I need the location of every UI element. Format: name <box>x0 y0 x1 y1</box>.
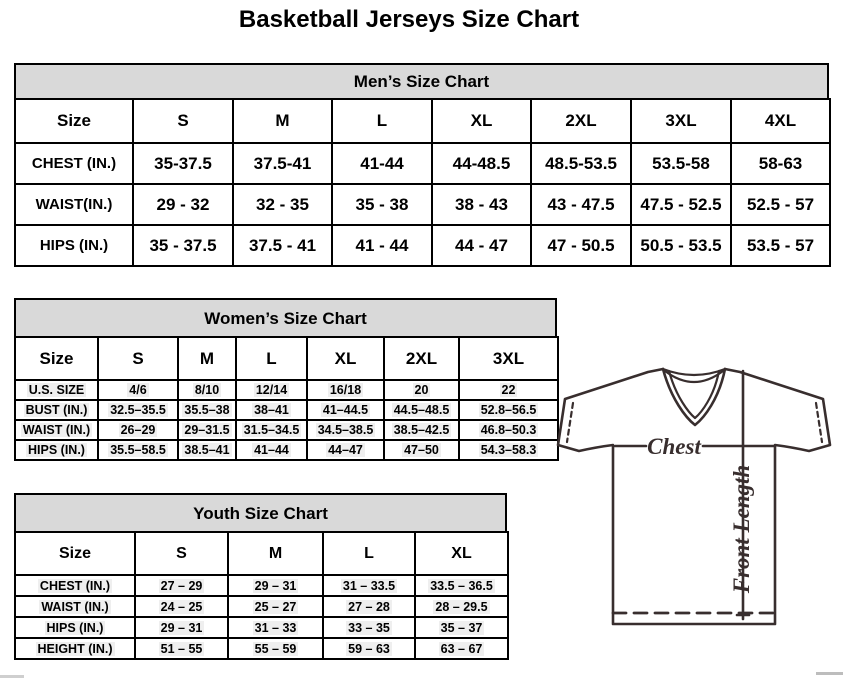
size-column-header-cell: XL <box>415 532 508 575</box>
size-value-cell: 27 – 28 <box>323 596 415 617</box>
youth-size-chart <box>14 493 507 660</box>
size-column-header-cell: S <box>98 337 178 380</box>
womens-size-table <box>14 336 559 461</box>
size-header-row <box>15 99 830 143</box>
size-value-cell: 35-37.5 <box>133 143 233 184</box>
measurement-row <box>15 617 508 638</box>
cropped-element-fragment-right <box>816 672 843 675</box>
collar-back-arc <box>663 369 725 375</box>
size-value-cell: 52.8–56.5 <box>459 400 558 420</box>
size-column-header-cell: M <box>233 99 332 143</box>
front-length-label: Front Length <box>729 464 754 594</box>
size-value-cell: 47 - 50.5 <box>531 225 631 266</box>
size-column-header-cell: L <box>323 532 415 575</box>
row-label-cell: CHEST (IN.) <box>15 143 133 184</box>
womens-size-chart <box>14 298 557 461</box>
size-value-cell: 4/6 <box>98 380 178 400</box>
size-column-header-cell: 3XL <box>631 99 731 143</box>
row-label-cell: CHEST (IN.) <box>15 575 135 596</box>
row-label-header-cell: Size <box>15 99 133 143</box>
size-column-header-cell: M <box>228 532 323 575</box>
size-value-cell: 26–29 <box>98 420 178 440</box>
size-value-cell: 44 - 47 <box>432 225 531 266</box>
size-value-cell: 58-63 <box>731 143 830 184</box>
chest-label: Chest <box>647 434 701 459</box>
size-value-cell: 59 – 63 <box>323 638 415 659</box>
size-header-row <box>15 337 558 380</box>
size-value-cell: 43 - 47.5 <box>531 184 631 225</box>
size-column-header-cell: XL <box>307 337 384 380</box>
measurement-row <box>15 638 508 659</box>
size-value-cell: 35 – 37 <box>415 617 508 638</box>
size-value-cell: 33.5 – 36.5 <box>415 575 508 596</box>
mens-size-table <box>14 98 831 267</box>
size-column-header-cell: S <box>133 99 233 143</box>
jersey-outline <box>558 369 830 624</box>
youth-size-table <box>14 531 509 660</box>
size-value-cell: 31.5–34.5 <box>236 420 307 440</box>
size-value-cell: 41-44 <box>332 143 432 184</box>
size-value-cell: 44-48.5 <box>432 143 531 184</box>
size-value-cell: 47–50 <box>384 440 459 460</box>
size-value-cell: 38.5–41 <box>178 440 236 460</box>
size-value-cell: 38 - 43 <box>432 184 531 225</box>
size-column-header-cell: 2XL <box>531 99 631 143</box>
size-value-cell: 31 – 33 <box>228 617 323 638</box>
measurement-row <box>15 143 830 184</box>
womens-chart-title: Women’s Size Chart <box>14 298 557 338</box>
size-value-cell: 46.8–50.3 <box>459 420 558 440</box>
mens-chart-title: Men’s Size Chart <box>14 63 829 100</box>
size-value-cell: 33 – 35 <box>323 617 415 638</box>
size-value-cell: 44–47 <box>307 440 384 460</box>
size-value-cell: 20 <box>384 380 459 400</box>
size-value-cell: 47.5 - 52.5 <box>631 184 731 225</box>
row-label-cell: BUST (IN.) <box>15 400 98 420</box>
size-value-cell: 25 – 27 <box>228 596 323 617</box>
size-column-header-cell: S <box>135 532 228 575</box>
size-value-cell: 29 – 31 <box>228 575 323 596</box>
size-value-cell: 44.5–48.5 <box>384 400 459 420</box>
size-value-cell: 52.5 - 57 <box>731 184 830 225</box>
size-column-header-cell: 2XL <box>384 337 459 380</box>
measurement-row <box>15 225 830 266</box>
row-label-cell: HIPS (IN.) <box>15 440 98 460</box>
size-value-cell: 35.5–58.5 <box>98 440 178 460</box>
mens-size-chart <box>14 63 829 267</box>
jersey-measurement-diagram <box>553 357 841 649</box>
row-label-cell: HIPS (IN.) <box>15 617 135 638</box>
size-value-cell: 37.5-41 <box>233 143 332 184</box>
measurement-row <box>15 380 558 400</box>
row-label-header-cell: Size <box>15 532 135 575</box>
size-value-cell: 41–44.5 <box>307 400 384 420</box>
row-label-cell: WAIST(IN.) <box>15 184 133 225</box>
size-value-cell: 50.5 - 53.5 <box>631 225 731 266</box>
size-value-cell: 28 – 29.5 <box>415 596 508 617</box>
size-value-cell: 31 – 33.5 <box>323 575 415 596</box>
size-value-cell: 63 – 67 <box>415 638 508 659</box>
size-value-cell: 53.5 - 57 <box>731 225 830 266</box>
row-label-header-cell: Size <box>15 337 98 380</box>
size-column-header-cell: L <box>236 337 307 380</box>
left-cuff-seam <box>567 403 573 442</box>
size-column-header-cell: 3XL <box>459 337 558 380</box>
size-value-cell: 16/18 <box>307 380 384 400</box>
size-value-cell: 12/14 <box>236 380 307 400</box>
right-cuff-seam <box>816 403 822 442</box>
measurement-row <box>15 420 558 440</box>
row-label-cell: U.S. SIZE <box>15 380 98 400</box>
size-column-header-cell: M <box>178 337 236 380</box>
size-value-cell: 35.5–38 <box>178 400 236 420</box>
size-value-cell: 29 – 31 <box>135 617 228 638</box>
size-value-cell: 54.3–58.3 <box>459 440 558 460</box>
size-value-cell: 35 - 38 <box>332 184 432 225</box>
cropped-element-fragment-left <box>0 675 24 678</box>
size-column-header-cell: XL <box>432 99 531 143</box>
size-value-cell: 24 – 25 <box>135 596 228 617</box>
size-column-header-cell: L <box>332 99 432 143</box>
measurement-row <box>15 596 508 617</box>
size-value-cell: 8/10 <box>178 380 236 400</box>
size-value-cell: 37.5 - 41 <box>233 225 332 266</box>
measurement-row <box>15 575 508 596</box>
size-header-row <box>15 532 508 575</box>
size-value-cell: 29–31.5 <box>178 420 236 440</box>
size-column-header-cell: 4XL <box>731 99 830 143</box>
size-value-cell: 41 - 44 <box>332 225 432 266</box>
page-title: Basketball Jerseys Size Chart <box>238 6 580 33</box>
size-value-cell: 32 - 35 <box>233 184 332 225</box>
size-value-cell: 38–41 <box>236 400 307 420</box>
size-value-cell: 38.5–42.5 <box>384 420 459 440</box>
size-value-cell: 35 - 37.5 <box>133 225 233 266</box>
size-value-cell: 48.5-53.5 <box>531 143 631 184</box>
row-label-cell: WAIST (IN.) <box>15 596 135 617</box>
row-label-cell: HEIGHT (IN.) <box>15 638 135 659</box>
youth-chart-title: Youth Size Chart <box>14 493 507 533</box>
size-value-cell: 51 – 55 <box>135 638 228 659</box>
measurement-row <box>15 184 830 225</box>
size-value-cell: 27 – 29 <box>135 575 228 596</box>
size-value-cell: 55 – 59 <box>228 638 323 659</box>
row-label-cell: HIPS (IN.) <box>15 225 133 266</box>
size-value-cell: 53.5-58 <box>631 143 731 184</box>
size-value-cell: 29 - 32 <box>133 184 233 225</box>
size-value-cell: 34.5–38.5 <box>307 420 384 440</box>
row-label-cell: WAIST (IN.) <box>15 420 98 440</box>
size-value-cell: 32.5–35.5 <box>98 400 178 420</box>
measurement-row <box>15 440 558 460</box>
size-value-cell: 22 <box>459 380 558 400</box>
size-value-cell: 41–44 <box>236 440 307 460</box>
measurement-row <box>15 400 558 420</box>
